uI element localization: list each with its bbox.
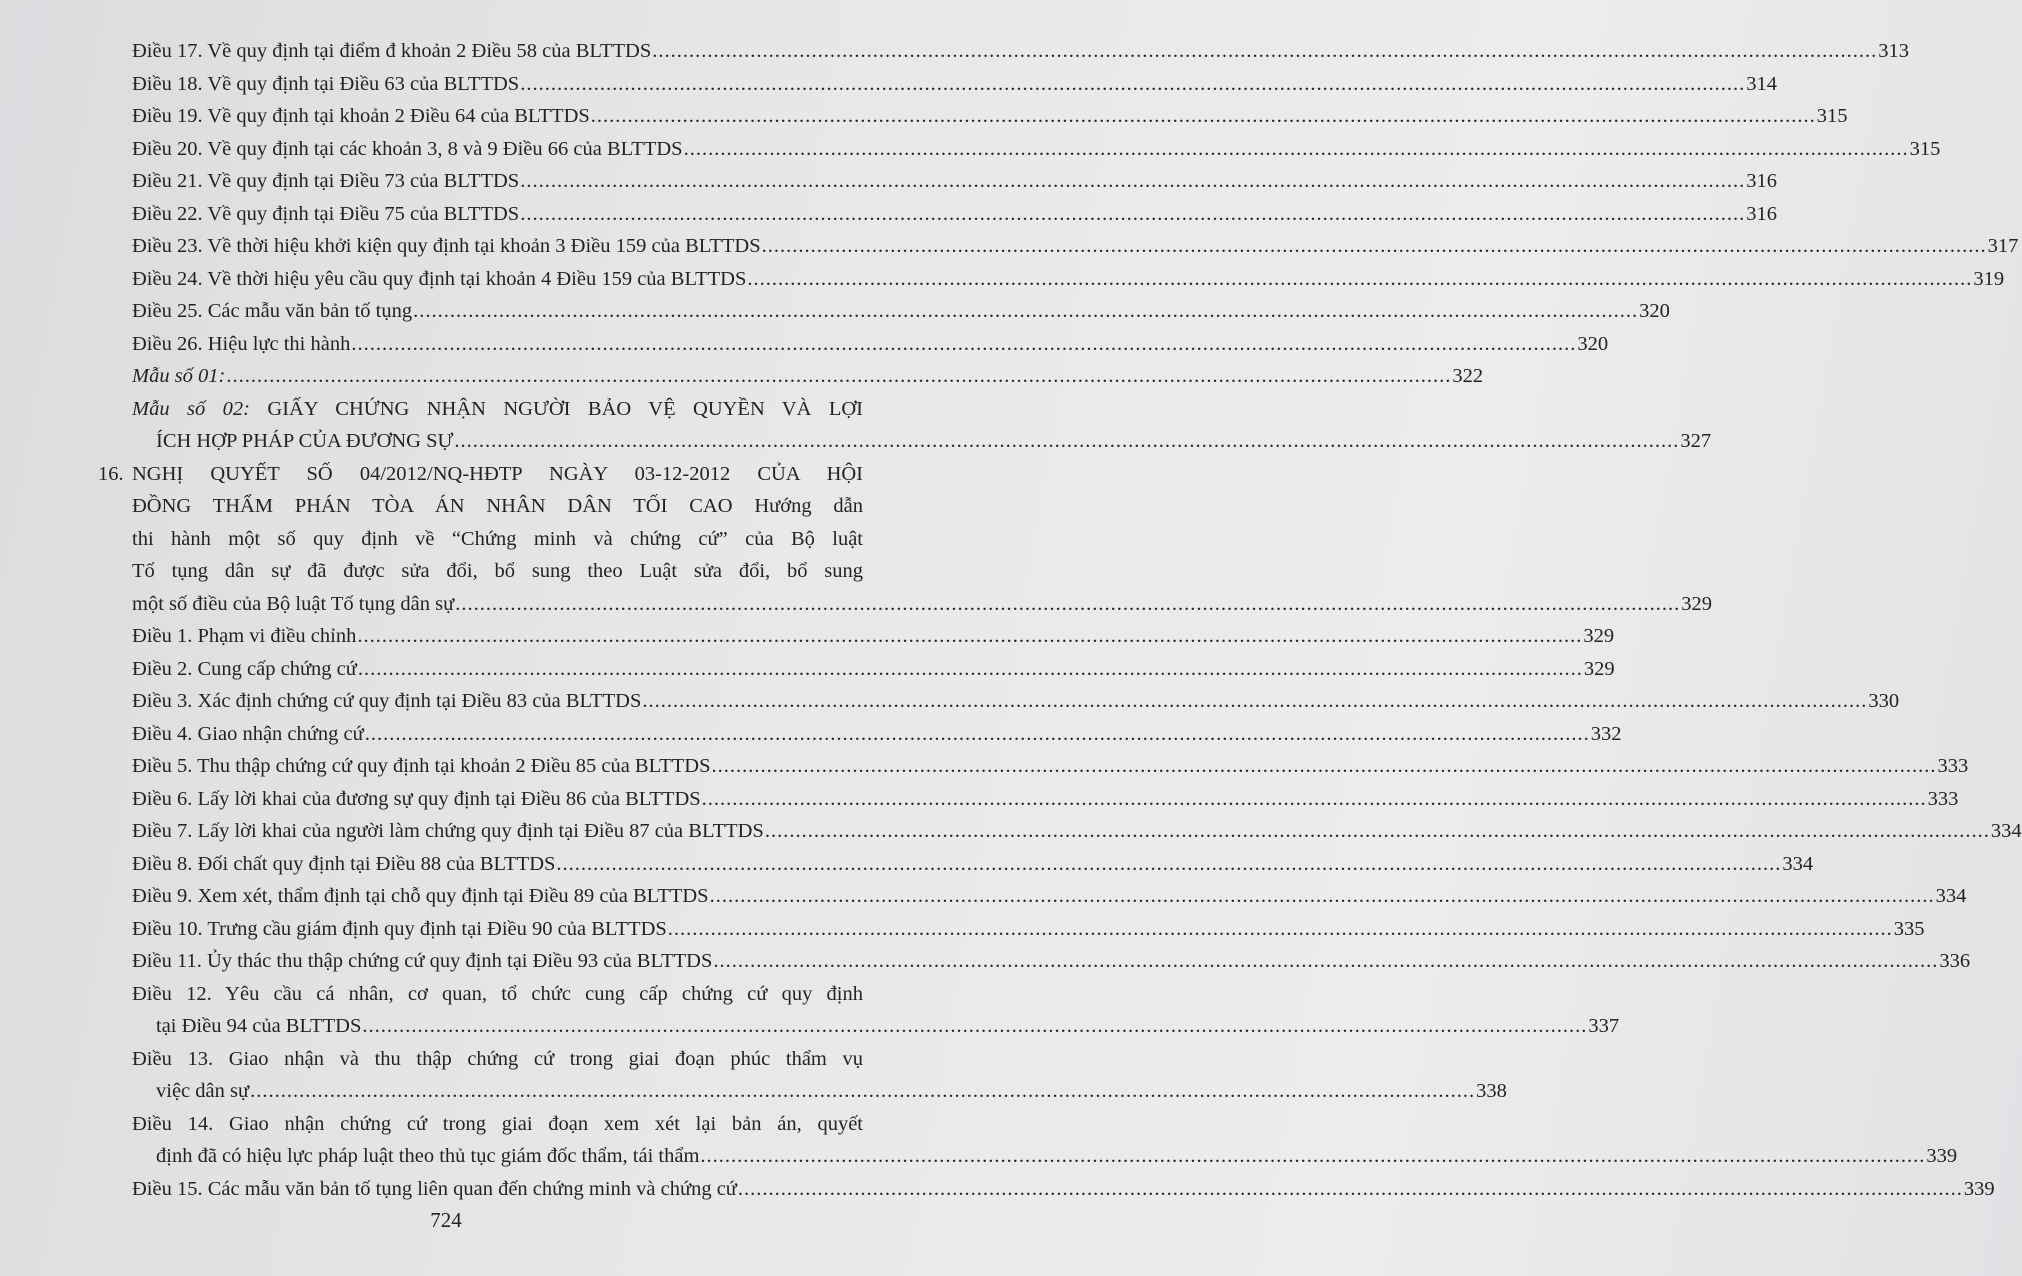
- page-ref: 315: [1816, 105, 1848, 127]
- page-ref: 329: [1583, 625, 1615, 647]
- entry-title: Điều 11. Ủy thác thu thập chứng cứ quy định tại Điều 93 của BLTTDS: [132, 950, 713, 972]
- dot-leader: [250, 1075, 1475, 1108]
- dot-leader: [556, 848, 1781, 881]
- toc-entry: [98, 978, 863, 1011]
- dot-leader: [358, 653, 1583, 686]
- toc-entry: [98, 620, 1615, 653]
- toc-entry: [98, 1075, 1507, 1108]
- section-16-heading: [98, 458, 1712, 621]
- toc-entry: [98, 35, 1910, 68]
- dot-leader: [702, 783, 1927, 816]
- dot-leader: [226, 360, 1451, 393]
- toc-entry: [98, 750, 1969, 783]
- toc-entry-mau-01: [98, 360, 1484, 393]
- page-ref: 333: [1927, 787, 1959, 810]
- entry-title-continued: việc dân sự: [156, 1080, 250, 1102]
- toc-entry: [98, 230, 2019, 263]
- dot-leader: [357, 620, 1582, 653]
- entry-title: Điều 10. Trưng cầu giám định quy định tại Điều 90 của BLTTDS: [132, 917, 667, 940]
- page-ref: 316: [1746, 170, 1777, 192]
- dot-leader: [362, 1010, 1587, 1043]
- page-ref: 330: [1868, 690, 1900, 712]
- entry-title: Điều 19. Về quy định tại khoản 2 Điều 64 của BLTTDS: [132, 105, 590, 127]
- dot-leader: [710, 880, 1935, 913]
- dot-leader: [520, 198, 1745, 231]
- page-ref: 329: [1583, 657, 1615, 680]
- entry-title: Điều 20. Về quy định tại các khoản 3, 8 và 9 Điều 66 của BLTTDS: [132, 137, 683, 160]
- dot-leader: [455, 588, 1680, 621]
- dot-leader: [762, 230, 1987, 263]
- dot-leader: [652, 35, 1877, 68]
- entry-title: Mẫu số 01:: [132, 365, 226, 387]
- dot-leader: [713, 945, 1938, 978]
- toc-group-section-16: [98, 620, 2022, 1205]
- entry-title: Điều 7. Lấy lời khai của người làm chứng quy định tại Điều 87 của BLTTDS: [132, 820, 764, 842]
- page-ref: 322: [1452, 365, 1484, 387]
- entry-title: Điều 21. Về quy định tại Điều 73 của BLTTDS: [132, 170, 520, 192]
- dot-leader: [668, 913, 1893, 946]
- entry-title: Điều 8. Đối chất quy định tại Điều 88 của BLTTDS: [132, 852, 556, 875]
- entry-title-continued: định đã có hiệu lực pháp luật theo thủ tục giám đốc thẩm, tái thẩm: [156, 1145, 700, 1167]
- toc-entry: [98, 100, 1848, 133]
- section-16-line: [98, 588, 1712, 621]
- entry-title: Điều 3. Xác định chứng cứ quy định tại Điều 83 của BLTTDS: [132, 690, 642, 712]
- section-title: Tố tụng dân sự đã được sửa đổi, bổ sung theo Luật sửa đổi, bổ sung: [132, 560, 863, 582]
- section-16-line: [98, 490, 863, 523]
- toc-entry: [98, 913, 1925, 946]
- dot-leader: [520, 165, 1745, 198]
- toc-entry: [98, 945, 1971, 978]
- toc-entry: [98, 783, 1959, 816]
- section-title: ĐỒNG THẨM PHÁN TÒA ÁN NHÂN DÂN TỐI CAO Hướng dẫn: [132, 495, 863, 517]
- dot-leader: [747, 263, 1972, 296]
- toc-entry-mau-02-line: [98, 393, 863, 426]
- section-16-line: [98, 523, 863, 556]
- toc-entry: [98, 295, 1670, 328]
- page-ref: 317: [1987, 235, 2019, 257]
- page-ref: 334: [1990, 820, 2022, 842]
- page-number: 724: [430, 1208, 462, 1232]
- dot-leader: [700, 1140, 1925, 1173]
- page-ref: 329: [1681, 592, 1712, 615]
- section-title: một số điều của Bộ luật Tố tụng dân sự: [132, 592, 455, 615]
- toc-entry: [98, 1043, 863, 1076]
- entry-title: Điều 18. Về quy định tại Điều 63 của BLTTDS: [132, 72, 520, 95]
- entry-title: Điều 17. Về quy định tại điểm đ khoản 2 Điều 58 của BLTTDS: [132, 40, 652, 62]
- page-ref: 320: [1577, 332, 1609, 355]
- entry-title: Điều 4. Giao nhận chứng cứ: [132, 722, 364, 745]
- dot-leader: [365, 718, 1590, 751]
- page-ref: 337: [1588, 1015, 1620, 1037]
- section-number: 16.: [98, 462, 124, 485]
- entry-title: Điều 2. Cung cấp chứng cứ: [132, 657, 357, 680]
- dot-leader: [738, 1173, 1963, 1206]
- page-ref: 339: [1926, 1145, 1958, 1167]
- entry-title: Điều 22. Về quy định tại Điều 75 của BLTTDS: [132, 202, 520, 225]
- entry-title: Điều 25. Các mẫu văn bản tố tụng: [132, 300, 413, 322]
- toc-entry: [98, 1108, 863, 1141]
- page-ref: 334: [1782, 852, 1814, 875]
- page-ref: 313: [1878, 40, 1910, 62]
- dot-leader: [711, 750, 1936, 783]
- page-ref: 336: [1939, 950, 1971, 972]
- entry-title: Điều 24. Về thời hiệu yêu cầu quy định tại khoản 4 Điều 159 của BLTTDS: [132, 267, 747, 290]
- entry-title: Điều 9. Xem xét, thẩm định tại chỗ quy định tại Điều 89 của BLTTDS: [132, 885, 709, 907]
- toc-entry: [98, 198, 1777, 231]
- toc-entry: [98, 1173, 1995, 1206]
- page-ref: 333: [1937, 755, 1969, 777]
- page-ref: 334: [1935, 885, 1967, 907]
- toc-entry: [98, 263, 2005, 296]
- toc-entry: [98, 653, 1615, 686]
- dot-leader: [591, 100, 1816, 133]
- entry-title: Điều 5. Thu thập chứng cứ quy định tại khoản 2 Điều 85 của BLTTDS: [132, 755, 711, 777]
- page-ref: 314: [1746, 72, 1777, 95]
- entry-title: Điều 14. Giao nhận chứng cứ trong giai đoạn xem xét lại bản án, quyết: [132, 1112, 863, 1135]
- toc-entry-mau-02-line: [98, 425, 1712, 458]
- section-16-line: [98, 555, 863, 588]
- toc-entry: [98, 880, 1967, 913]
- entry-title-continued: tại Điều 94 của BLTTDS: [156, 1015, 362, 1037]
- section-title: thi hành một số quy định về “Chứng minh và chứng cứ” của Bộ luật: [132, 527, 863, 550]
- dot-leader: [765, 815, 1990, 848]
- page-ref: 338: [1476, 1080, 1507, 1102]
- dot-leader: [351, 328, 1576, 361]
- toc-entry: [98, 718, 1622, 751]
- toc-entry: [98, 685, 1900, 718]
- dot-leader: [413, 295, 1638, 328]
- toc-entry: [98, 848, 1814, 881]
- entry-title: Điều 13. Giao nhận và thu thập chứng cứ trong giai đoạn phúc thẩm vụ: [132, 1047, 863, 1070]
- page-ref: 339: [1963, 1177, 1995, 1200]
- entry-title-continued: ÍCH HỢP PHÁP CỦA ĐƯƠNG SỰ: [156, 430, 454, 452]
- toc-entry: [98, 165, 1777, 198]
- dot-leader: [684, 133, 1909, 166]
- dot-leader: [520, 68, 1745, 101]
- page-ref: 315: [1909, 137, 1941, 160]
- entry-title: Điều 23. Về thời hiệu khởi kiện quy định tại khoản 3 Điều 159 của BLTTDS: [132, 235, 761, 257]
- page-ref: 335: [1893, 917, 1925, 940]
- toc-entry: [98, 815, 2022, 848]
- dot-leader: [454, 425, 1679, 458]
- dot-leader: [642, 685, 1867, 718]
- entry-title: Điều 6. Lấy lời khai của đương sự quy định tại Điều 86 của BLTTDS: [132, 787, 701, 810]
- entry-title: Điều 1. Phạm vi điều chỉnh: [132, 625, 357, 647]
- page-ref: 332: [1590, 722, 1622, 745]
- toc-group-articles: [98, 35, 2019, 360]
- toc-entry: [98, 1140, 1958, 1173]
- table-of-contents: [98, 35, 2022, 1205]
- page-ref: 316: [1746, 202, 1777, 225]
- entry-title: Điều 26. Hiệu lực thi hành: [132, 332, 351, 355]
- page-ref: 320: [1639, 300, 1670, 322]
- section-16-line: [98, 458, 863, 491]
- toc-entry: [98, 133, 1941, 166]
- entry-title: GIẤY CHỨNG NHẬN NGƯỜI BẢO VỆ QUYỀN VÀ LỢI: [249, 397, 863, 420]
- entry-label: Mẫu số 02:: [132, 397, 250, 420]
- toc-entry: [98, 328, 1609, 361]
- toc-entry: [98, 1010, 1620, 1043]
- toc-entry: [98, 68, 1777, 101]
- page-ref: 327: [1680, 430, 1712, 452]
- page-ref: 319: [1973, 267, 2005, 290]
- section-title: NGHỊ QUYẾT SỐ 04/2012/NQ-HĐTP NGÀY 03-12-2012 CỦA HỘI: [132, 462, 863, 485]
- entry-title: Điều 15. Các mẫu văn bản tố tụng liên quan đến chứng minh và chứng cứ: [132, 1177, 737, 1200]
- entry-title: Điều 12. Yêu cầu cá nhân, cơ quan, tổ chức cung cấp chứng cứ quy định: [132, 982, 863, 1005]
